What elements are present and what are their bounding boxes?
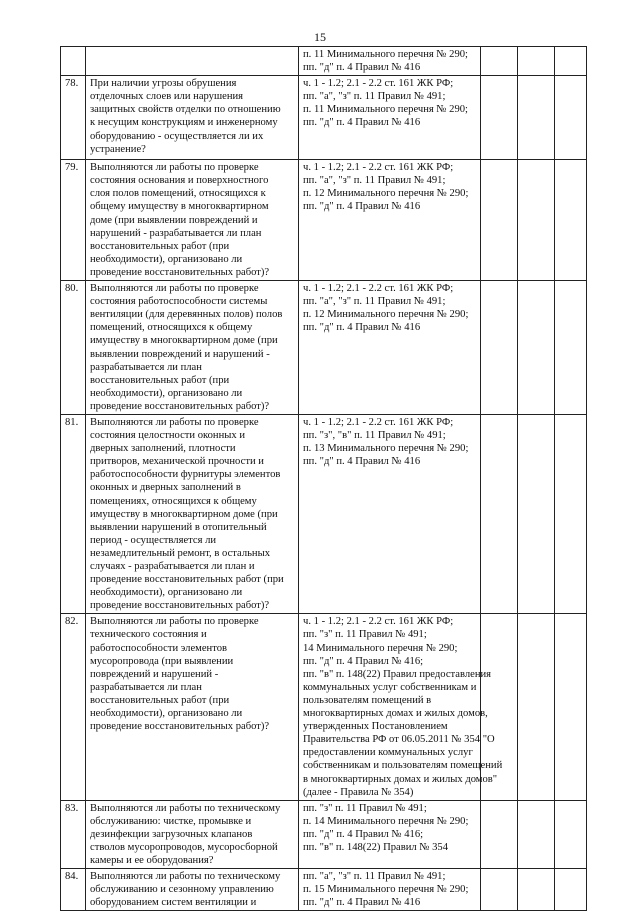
question-text-line: необходимости), организовано ли [90, 708, 243, 720]
legal-reference-cell [299, 614, 503, 800]
question-text-line: Выполняются ли работы по проверке [90, 416, 259, 428]
legal-reference-line: ч. 1 - 1.2; 2.1 - 2.2 ст. 161 ЖК РФ; [303, 78, 454, 90]
legal-reference-line: п. 12 Минимального перечня № 290; [303, 188, 469, 200]
page-number: 15 [314, 30, 326, 44]
legal-reference-line: пп. "з" п. 11 Правил № 491; [303, 629, 427, 641]
question-text-line: камеры и ее оборудования? [90, 855, 214, 867]
answer-na-cell [555, 281, 587, 415]
question-text-line: доме (при выявлении повреждений и [90, 214, 258, 226]
question-text-line: отделочных слоев или нарушения [90, 91, 244, 103]
question-text-line: проведение восстановительных работ)? [90, 400, 270, 412]
question-text-line: оборудованию - осуществляется ли их [90, 130, 264, 142]
legal-reference-line: собственникам и пользователям помещений [303, 760, 503, 772]
answer-yes-cell [481, 800, 518, 868]
legal-reference-line: пп. "а", "з" п. 11 Правил № 491; [303, 871, 446, 883]
answer-no-cell [518, 47, 555, 76]
legal-reference-line: пп. "д" п. 4 Правил № 416 [303, 322, 421, 334]
legal-reference-line: п. 12 Минимального перечня № 290; [303, 309, 469, 321]
table-row [61, 869, 587, 911]
question-text-line: период - осуществляется ли [90, 534, 217, 546]
legal-reference-line: пп. "д" п. 4 Правил № 416; [303, 828, 424, 840]
item-number: 79. [61, 160, 86, 281]
legal-reference-line: п. 15 Минимального перечня № 290; [303, 884, 469, 896]
question-text-line: защитных свойств отделки по отношению [90, 104, 281, 116]
legal-reference-cell [299, 160, 481, 281]
question-text-line: необходимости), организовано ли [90, 253, 243, 265]
legal-reference-line: ч. 1 - 1.2; 2.1 - 2.2 ст. 161 ЖК РФ; [303, 616, 454, 628]
question-text-line: помещениях, относящихся к общему [90, 495, 257, 507]
legal-reference-line: пп. "д" п. 4 Правил № 416 [303, 897, 421, 909]
legal-reference-line: ч. 1 - 1.2; 2.1 - 2.2 ст. 161 ЖК РФ; [303, 283, 454, 295]
answer-na-cell [555, 614, 587, 800]
legal-reference-line: пп. "з" п. 11 Правил № 491; [303, 802, 427, 814]
answer-yes-cell [481, 869, 518, 911]
answer-no-cell [518, 869, 555, 911]
legal-reference-line: в многоквартирных домах и жилых домов" [303, 773, 498, 785]
question-text-line: необходимости), организовано ли [90, 387, 243, 399]
answer-yes-cell [481, 47, 518, 76]
question-cell [86, 76, 299, 160]
table-row [61, 160, 587, 281]
item-number: 84. [61, 869, 86, 911]
question-text-line: состояния целостности оконных и [90, 430, 245, 442]
legal-reference-line: Правительства РФ от 06.05.2011 № 354 "О [303, 734, 495, 746]
question-text-line: Выполняются ли работы по техническому [90, 802, 281, 814]
question-text-line: мусоропровода (при выявлении [90, 655, 234, 667]
question-text-line: восстановительных работ (при [90, 694, 230, 706]
answer-na-cell [555, 800, 587, 868]
question-text-line: обслуживанию и сезонному управлению [90, 884, 274, 896]
question-text-line: случаях - разрабатывается ли план и [90, 561, 255, 572]
legal-reference-cell [299, 47, 481, 76]
legal-reference-line: пп. "д" п. 4 Правил № 416 [303, 201, 421, 213]
question-text-line: технического состояния и [90, 629, 207, 641]
answer-no-cell [518, 414, 555, 613]
legal-reference-cell [299, 800, 481, 868]
question-text-line: обслуживанию: чистке, промывке и [90, 815, 252, 827]
question-text-line: работоспособности фурнитуры элементов [90, 469, 281, 481]
question-text-line: Выполняются ли работы по проверке [90, 616, 259, 628]
answer-na-cell [555, 869, 587, 911]
table-row [61, 281, 587, 415]
answer-na-cell [555, 47, 587, 76]
question-text-line: оборудованием систем вентиляции и [90, 897, 257, 909]
question-text-line: имуществу в многоквартирном доме (при [90, 335, 278, 347]
question-text-line: помещений, относящихся к общему [90, 322, 253, 334]
question-text-line: имуществу в многоквартирном доме (при [90, 508, 278, 520]
answer-yes-cell [481, 76, 518, 160]
question-cell [86, 414, 299, 613]
question-cell [86, 281, 299, 415]
question-text-line: необходимости), организовано ли [90, 587, 243, 599]
answer-na-cell [555, 76, 587, 160]
item-number: 81. [61, 414, 86, 613]
question-text-line: Выполняются ли работы по проверке [90, 283, 259, 295]
question-text-line: При наличии угрозы обрушения [90, 78, 237, 90]
question-text-line: незамедлительный ремонт, в остальных [90, 547, 271, 559]
question-text-line: устранение? [90, 143, 146, 155]
question-text-line: проведение восстановительных работ)? [90, 600, 270, 612]
legal-reference-cell [299, 414, 481, 613]
table-row [61, 414, 587, 613]
legal-reference-line: пп. "д" п. 4 Правил № 416; [303, 655, 424, 667]
question-text-line: оконных и дверных заполнений в [90, 482, 241, 494]
question-cell [86, 869, 299, 911]
legal-reference-cell [299, 869, 481, 911]
question-text-line: слоя полов помещений, относящихся к [90, 188, 266, 200]
table-row [61, 614, 587, 800]
question-text-line: нарушений - разрабатывается ли план [90, 227, 262, 239]
question-text-line: проведение восстановительных работ)? [90, 721, 270, 733]
legal-reference-line: 14 Минимального перечня № 290; [303, 642, 458, 654]
answer-no-cell [518, 281, 555, 415]
legal-reference-line: (далее - Правила № 354) [303, 786, 414, 798]
question-text-line: работоспособности элементов [90, 642, 228, 654]
question-text-line: притворов, механической прочности и [90, 456, 264, 468]
question-text-line: состояния работоспособности системы [90, 296, 268, 308]
legal-reference-line: пользователям помещений в [303, 694, 432, 706]
question-text-line: разрабатывается ли план [90, 681, 202, 693]
question-text-line: восстановительных работ (при [90, 240, 230, 252]
answer-yes-cell [481, 414, 518, 613]
question-text-line: дезинфекции загрузочных клапанов [90, 828, 253, 840]
legal-reference-line: п. 13 Минимального перечня № 290; [303, 443, 469, 455]
legal-reference-line: коммунальных услуг собственникам и [303, 681, 477, 693]
legal-reference-line: пп. "в" п. 148(22) Правил № 354 [303, 841, 448, 853]
legal-reference-line: пп. "д" п. 4 Правил № 416 [303, 456, 421, 468]
answer-na-cell [555, 160, 587, 281]
item-number: 80. [61, 281, 86, 415]
legal-reference-line: пп. "а", "з" п. 11 Правил № 491; [303, 175, 446, 187]
legal-reference-line: предоставлении коммунальных услуг [303, 747, 473, 759]
question-text-line: повреждений и нарушений - [90, 668, 219, 680]
checklist-table [60, 46, 587, 911]
question-text-line: проведение восстановительных работ (при [90, 574, 284, 586]
answer-no-cell [518, 160, 555, 281]
legal-reference-line: пп. "а", "з" п. 11 Правил № 491; [303, 91, 446, 103]
question-text-line: восстановительных работ (при [90, 374, 230, 386]
legal-reference-line: пп. "з", "в" п. 11 Правил № 491; [303, 430, 446, 442]
item-number [61, 47, 86, 76]
legal-reference-line: многоквартирных домах и жилых домов, [303, 708, 488, 720]
answer-yes-cell [481, 281, 518, 415]
legal-reference-line: ч. 1 - 1.2; 2.1 - 2.2 ст. 161 ЖК РФ; [303, 416, 454, 428]
question-text-line: Выполняются ли работы по техническому [90, 871, 281, 883]
answer-no-cell [518, 614, 555, 800]
table-row [61, 47, 587, 76]
question-text-line: к несущим конструкциям и инженерному [90, 117, 278, 129]
question-cell [86, 614, 299, 800]
table-row [61, 76, 587, 160]
question-text-line: общему имуществу в многоквартирном [90, 201, 269, 213]
question-text-line: вентиляции (для деревянных полов) полов [90, 309, 283, 321]
legal-reference-line: п. 11 Минимального перечня № 290; [303, 104, 468, 116]
question-cell [86, 160, 299, 281]
question-text-line: стволов мусоропроводов, мусоросборной [90, 841, 278, 853]
legal-reference-line: пп. "д" п. 4 Правил № 416 [303, 62, 421, 74]
item-number: 82. [61, 614, 86, 800]
question-text-line: состояния основания и поверхностного [90, 175, 269, 187]
question-text-line: разрабатывается ли план [90, 361, 202, 373]
question-text-line: проведение восстановительных работ)? [90, 266, 270, 278]
answer-no-cell [518, 800, 555, 868]
legal-reference-line: пп. "а", "з" п. 11 Правил № 491; [303, 296, 446, 308]
question-text-line: выявлении повреждений и нарушений - [90, 348, 270, 360]
item-number: 83. [61, 800, 86, 868]
question-cell [86, 800, 299, 868]
checklist-rows [61, 47, 587, 911]
table-row [61, 800, 587, 868]
legal-reference-line: пп. "в" п. 148(22) Правил предоставления [303, 668, 492, 680]
question-cell [86, 47, 299, 76]
legal-reference-line: утвержденных Постановлением [303, 721, 448, 733]
answer-no-cell [518, 76, 555, 160]
legal-reference-line: пп. "д" п. 4 Правил № 416 [303, 117, 421, 129]
legal-reference-line: п. 14 Минимального перечня № 290; [303, 815, 469, 827]
legal-reference-cell [299, 76, 481, 160]
question-text-line: Выполняются ли работы по проверке [90, 162, 259, 174]
legal-reference-line: ч. 1 - 1.2; 2.1 - 2.2 ст. 161 ЖК РФ; [303, 162, 454, 174]
question-text-line: выявлении нарушений в отопительный [90, 521, 267, 533]
answer-yes-cell [481, 160, 518, 281]
answer-na-cell [555, 414, 587, 613]
legal-reference-line: п. 11 Минимального перечня № 290; [303, 49, 468, 60]
legal-reference-cell [299, 281, 481, 415]
item-number: 78. [61, 76, 86, 160]
question-text-line: дверных заполнений, плотности [90, 443, 236, 455]
